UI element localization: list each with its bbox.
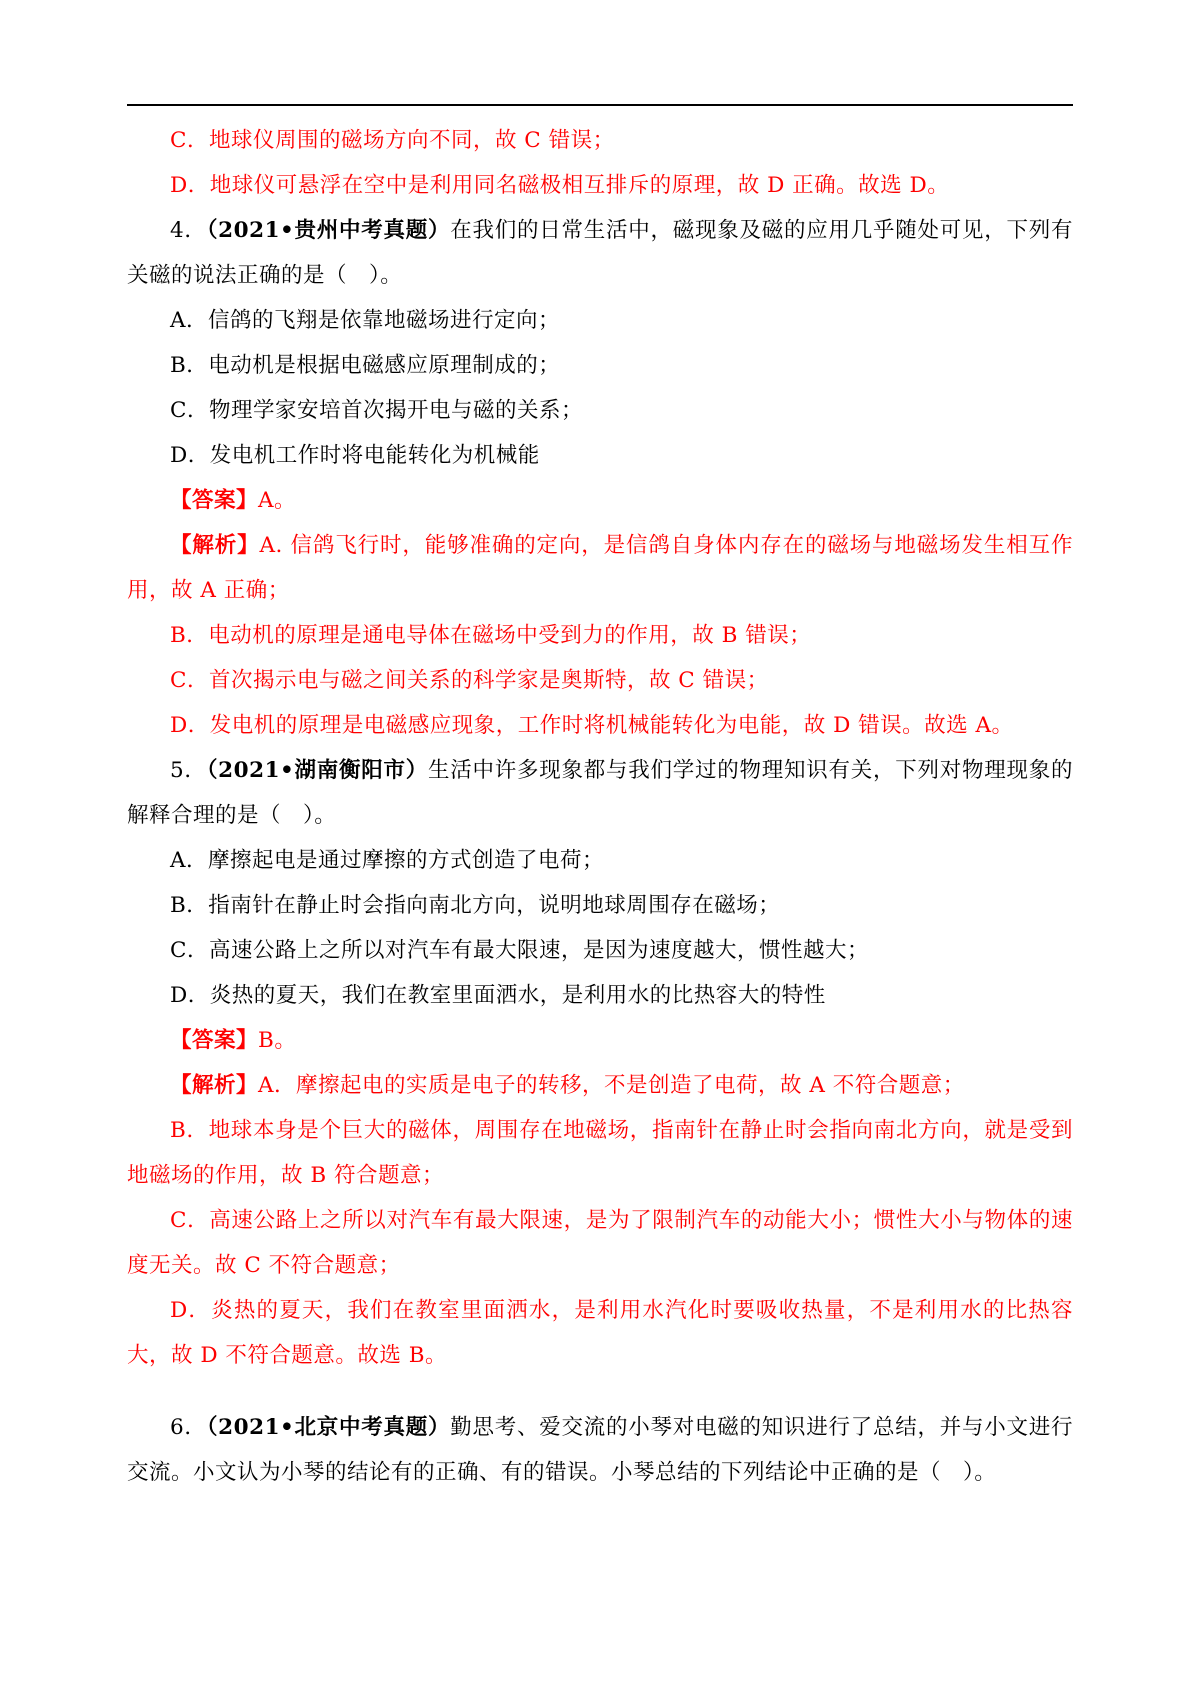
text-run: D．地球仪可悬浮在空中是利用同名磁极相互排斥的原理，故 D 正确。故选 D。 bbox=[170, 173, 950, 198]
question-paragraph bbox=[127, 433, 1073, 478]
text-run: A. 信鸽飞行时，能够准确的定向，是信鸽自身体内存在的磁场与地磁场发生相互作用，故 A 正确； bbox=[127, 533, 1073, 603]
text-run: 5． bbox=[170, 758, 207, 783]
answer-paragraph bbox=[127, 703, 1073, 748]
question-paragraph bbox=[127, 1405, 1073, 1495]
document-body bbox=[127, 118, 1073, 1495]
text-run: B．指南针在静止时会指向南北方向，说明地球周围存在磁场； bbox=[170, 893, 781, 918]
question-paragraph bbox=[127, 298, 1073, 343]
text-run: A。 bbox=[258, 488, 297, 513]
text-run: B．地球本身是个巨大的磁体，周围存在地磁场，指南针在静止时会指向南北方向，就是受到地磁场的作用，故 B 符合题意； bbox=[127, 1118, 1073, 1188]
text-run: D．发电机的原理是电磁感应现象，工作时将机械能转化为电能，故 D 错误。故选 A。 bbox=[170, 713, 1014, 738]
text-run-bold: 【解析】 bbox=[170, 1073, 259, 1098]
text-run: 在我们的日常生活中，磁现象及磁的应用几乎随处可见，下列有关磁的说法正确的是（ ）。 bbox=[127, 218, 1073, 288]
text-run: B．电动机的原理是通电导体在磁场中受到力的作用，故 B 错误； bbox=[170, 623, 812, 648]
text-run: 勤思考、爱交流的小琴对电磁的知识进行了总结，并与小文进行交流。小文认为小琴的结论有的正确、有的错误。小琴总结的下列结论中正确的是（ ）。 bbox=[127, 1415, 1073, 1485]
answer-paragraph bbox=[127, 1063, 1073, 1108]
answer-paragraph bbox=[127, 523, 1073, 613]
question-paragraph bbox=[127, 973, 1073, 1018]
text-run: C．高速公路上之所以对汽车有最大限速，是为了限制汽车的动能大小；惯性大小与物体的速度无关。故 C 不符合题意； bbox=[127, 1208, 1073, 1278]
text-run: B。 bbox=[258, 1028, 297, 1053]
answer-paragraph bbox=[127, 1288, 1073, 1378]
text-run: 6． bbox=[170, 1415, 207, 1440]
text-run-bold: 【答案】 bbox=[170, 488, 259, 513]
text-run-bold: （2021•湖南衡阳市） bbox=[206, 758, 429, 783]
text-run-bold: （2021•北京中考真题） bbox=[206, 1415, 451, 1440]
text-run: D．炎热的夏天，我们在教室里面洒水，是利用水的比热容大的特性 bbox=[170, 983, 826, 1008]
question-paragraph bbox=[127, 343, 1073, 388]
answer-paragraph bbox=[127, 118, 1073, 163]
answer-paragraph bbox=[127, 1198, 1073, 1288]
text-run: 生活中许多现象都与我们学过的物理知识有关，下列对物理现象的解释合理的是（ ）。 bbox=[127, 758, 1073, 828]
answer-paragraph bbox=[127, 1108, 1073, 1198]
text-run-bold: 【答案】 bbox=[170, 1028, 259, 1053]
text-run: C．地球仪周围的磁场方向不同，故 C 错误； bbox=[170, 128, 615, 153]
answer-paragraph bbox=[127, 1018, 1073, 1063]
text-run: C．物理学家安培首次揭开电与磁的关系； bbox=[170, 398, 583, 423]
text-run: A．摩擦起电的实质是电子的转移，不是创造了电荷，故 A 不符合题意； bbox=[258, 1073, 965, 1098]
answer-paragraph bbox=[127, 613, 1073, 658]
text-run: A．信鸽的飞翔是依靠地磁场进行定向； bbox=[170, 308, 561, 333]
question-paragraph bbox=[127, 208, 1073, 298]
text-run: D．发电机工作时将电能转化为机械能 bbox=[170, 443, 540, 468]
text-run: A．摩擦起电是通过摩擦的方式创造了电荷； bbox=[170, 848, 605, 873]
text-run-bold: 【解析】 bbox=[170, 533, 260, 558]
text-run: C．高速公路上之所以对汽车有最大限速，是因为速度越大，惯性越大； bbox=[170, 938, 869, 963]
answer-paragraph bbox=[127, 658, 1073, 703]
question-paragraph bbox=[127, 748, 1073, 838]
question-paragraph bbox=[127, 883, 1073, 928]
text-run-bold: （2021•贵州中考真题） bbox=[206, 218, 451, 243]
answer-paragraph bbox=[127, 478, 1073, 523]
question-paragraph bbox=[127, 838, 1073, 883]
question-paragraph bbox=[127, 928, 1073, 973]
text-run: 4． bbox=[170, 218, 207, 243]
text-run: C．首次揭示电与磁之间关系的科学家是奥斯特，故 C 错误； bbox=[170, 668, 769, 693]
text-run: D．炎热的夏天，我们在教室里面洒水，是利用水汽化时要吸收热量，不是利用水的比热容大，故 D 不符合题意。故选 B。 bbox=[127, 1298, 1073, 1368]
header-rule bbox=[127, 104, 1073, 106]
answer-paragraph bbox=[127, 163, 1073, 208]
text-run: B．电动机是根据电磁感应原理制成的； bbox=[170, 353, 561, 378]
question-paragraph bbox=[127, 388, 1073, 433]
